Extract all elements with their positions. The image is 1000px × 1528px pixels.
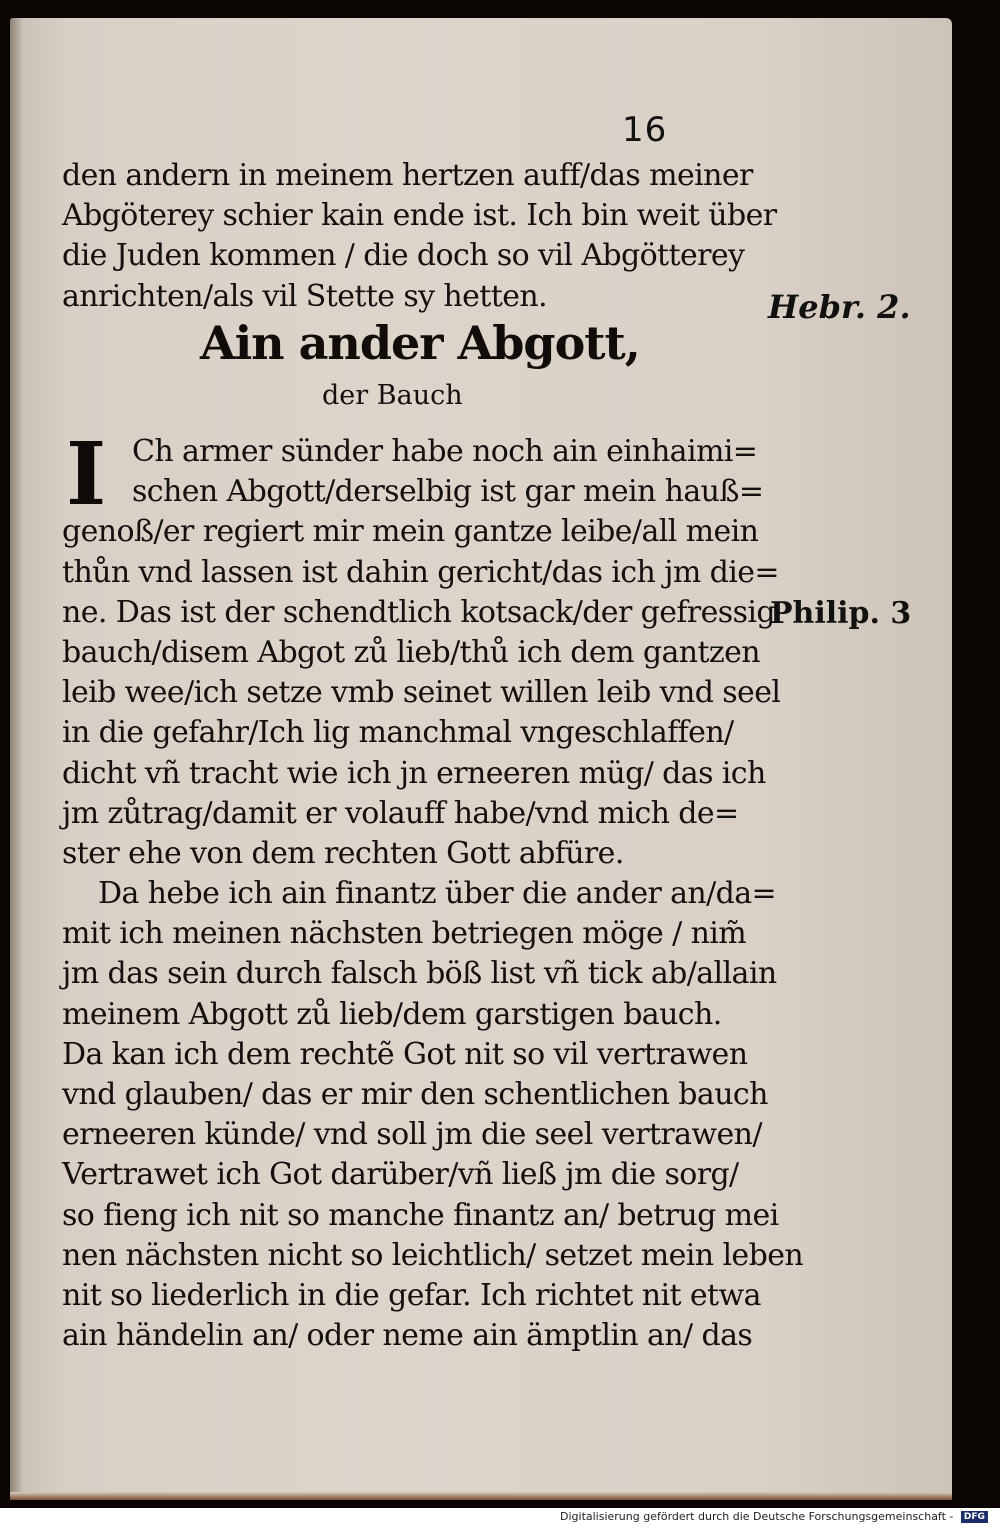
marginal-note: Hebr. 2.	[768, 288, 911, 326]
book-page	[10, 18, 952, 1500]
text-line: Da kan ich dem rechtẽ Got nit so vil vertrawen	[62, 1036, 748, 1072]
drop-initial: I	[66, 424, 107, 525]
page-bottom-edge	[10, 1492, 952, 1500]
text-line: in die gefahr/Ich lig manchmal vngeschlaffen/	[62, 715, 734, 751]
text-line: Ch armer sünder habe noch ain einhaimi=	[132, 434, 758, 469]
text-line: jm das sein durch falsch böß list vñ tick ab/allain	[62, 956, 777, 992]
top-paragraph	[62, 156, 777, 317]
text-line: anrichten/als vil Stette sy hetten.	[62, 278, 548, 314]
text-line: jm zůtrag/damit er volauff habe/vnd mich de=	[62, 795, 739, 831]
text-line: nit so liederlich in die gefar. Ich richtet nit etwa	[62, 1277, 761, 1313]
marginal-note: Philip. 3	[770, 596, 912, 631]
text-line: bauch/disem Abgot zů lieb/thů ich dem gantzen	[62, 634, 760, 670]
funding-text: Digitalisierung gefördert durch die Deutsche Forschungsgemeinschaft -	[560, 1510, 954, 1523]
text-line: Abgöterey schier kain ende ist. Ich bin weit über	[62, 198, 777, 234]
text-line: Da hebe ich ain finantz über die ander an/da=	[98, 876, 777, 912]
text-line: die Juden kommen / die doch so vil Abgötterey	[62, 238, 745, 274]
text-line: schen Abgott/derselbig ist gar mein hauß=	[132, 474, 764, 510]
text-line: thůn vnd lassen ist dahin gericht/das ich jm die=	[62, 554, 779, 590]
text-line: vnd glauben/ das er mir den schentlichen bauch	[62, 1077, 768, 1112]
text-line: Vertrawet ich Got darüber/vñ ließ jm die sorg/	[62, 1157, 739, 1193]
text-line: mit ich meinen nächsten betriegen möge / nim̃	[62, 916, 747, 952]
text-line: den andern in meinem hertzen auff/das meiner	[62, 158, 753, 193]
text-line: meinem Abgott zů lieb/dem garstigen bauch.	[62, 996, 722, 1032]
section-heading: Ain ander Abgott,	[200, 316, 640, 370]
page-number: 16	[622, 110, 668, 150]
page-spine	[10, 18, 24, 1500]
text-line: so fieng ich nit so manche finantz an/ betrug mei	[62, 1197, 779, 1233]
text-line: genoß/er regiert mir mein gantze leibe/all mein	[62, 514, 759, 550]
text-line: leib wee/ich setze vmb seinet willen leib vnd seel	[62, 675, 781, 711]
text-line: ne. Das ist der schendtlich kotsack/der gefressig	[62, 594, 775, 630]
text-line: erneeren künde/ vnd soll jm die seel vertrawen/	[62, 1117, 762, 1153]
main-paragraph	[62, 424, 804, 1356]
funding-credit	[560, 1510, 988, 1523]
text-line: ain händelin an/ oder neme ain ämptlin an/ das	[62, 1318, 753, 1354]
text-line: nen nächsten nicht so leichtlich/ setzet mein leben	[62, 1237, 804, 1273]
text-line: dicht vñ tracht wie ich jn erneeren müg/ das ich	[62, 755, 766, 791]
dfg-logo: DFG	[961, 1511, 988, 1523]
section-subheading: der Bauch	[322, 380, 463, 411]
text-line: ster ehe von dem rechten Gott abfüre.	[62, 835, 624, 871]
